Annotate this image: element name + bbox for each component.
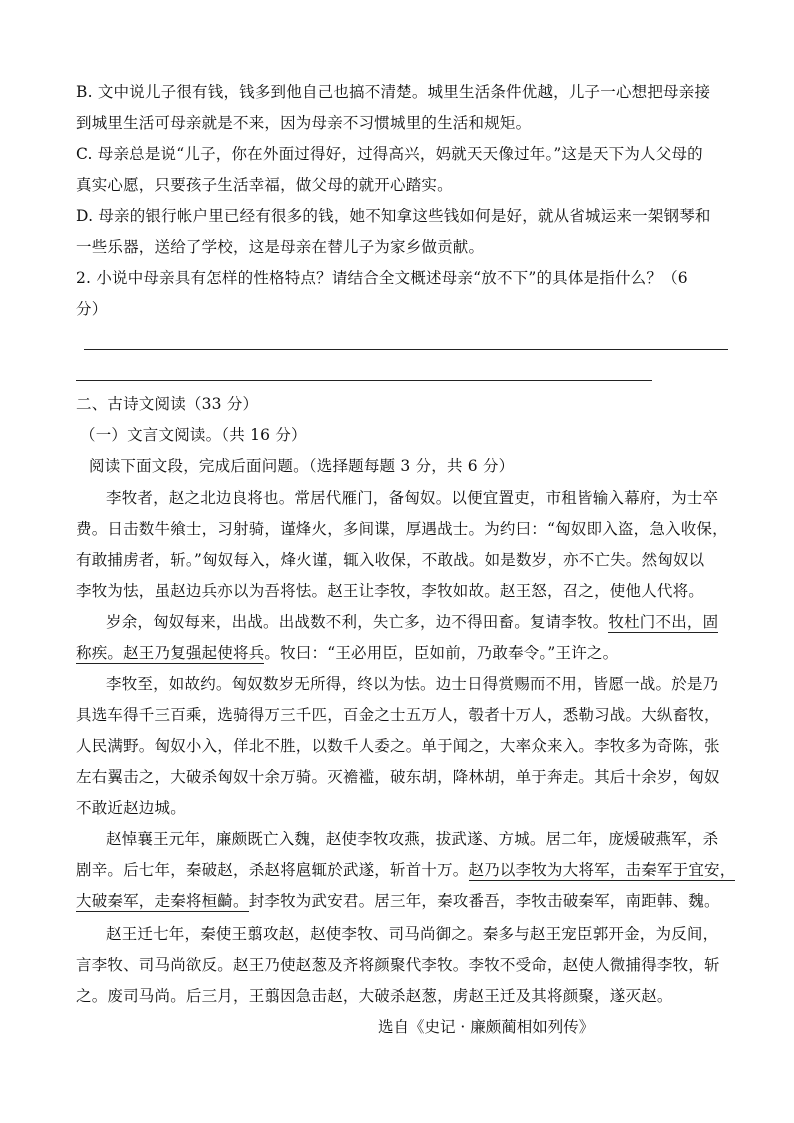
passage-source: 选自《史记 · 廉颇蔺相如列传》 (378, 1018, 595, 1036)
passage-p3-line-4: 左右翼击之，大破杀匈奴十余万骑。灭襜褴，破东胡，降林胡，单于奔走。其后十余岁，匈奴 (76, 768, 720, 786)
underlined-sentence-1a: 牧杜门不出，固 (608, 613, 719, 631)
passage-p2-line-2 (76, 643, 736, 663)
passage-p2-line-1 (106, 612, 766, 632)
passage-p4-line-2 (76, 860, 736, 880)
question-2-line-2: 分） (76, 300, 108, 318)
instruction-text: 阅读下面文段，完成后面问题。（选择题每题 3 分，共 6 分） (89, 457, 515, 475)
underlined-sentence-1b: 称疾。赵王乃复强起使将兵 (76, 644, 265, 662)
option-d-line-1: D. 母亲的银行帐户里已经有很多的钱，她不知拿这些钱如何是好，就从省城运来一架钢琴和 (76, 207, 711, 225)
option-d-line-2: 一些乐器，送给了学校，这是母亲在替儿子为家乡做贡献。 (76, 238, 485, 256)
option-b-line-2: 到城里生活可母亲就是不来，因为母亲不习惯城里的生活和规矩。 (76, 114, 532, 132)
passage-p1-line-3: 有敢捕虏者，斩。”匈奴每入，烽火谨，辄入收保，不敢战。如是数岁，亦不亡失。然匈奴以 (76, 551, 705, 569)
passage-p3-line-1: 李牧至，如故约。匈奴数岁无所得，终以为怯。边士日得赏赐而不用，皆愿一战。於是乃 (106, 675, 719, 693)
passage-p2-text-a: 岁余，匈奴每来，出战。出战数不利，失亡多，边不得田畜。复请李牧。 (106, 613, 609, 631)
answer-line-1 (84, 349, 728, 350)
passage-p4-text-b: 封李牧为武安君。居三年，秦攻番吾，李牧击破秦军，南距韩、魏。 (248, 892, 720, 910)
subsection-heading: （一）文言文阅读。（共 16 分） (80, 426, 307, 444)
passage-p3-line-3: 人民满野。匈奴小入，佯北不胜，以数千人委之。单于闻之，大率众来入。李牧多为奇陈，张 (76, 737, 720, 755)
passage-p3-line-5: 不敢近赵边城。 (76, 799, 186, 817)
passage-p1-line-1: 李牧者，赵之北边良将也。常居代雁门，备匈奴。以便宜置吏，市租皆输入幕府，为士卒 (106, 489, 719, 507)
passage-p5-line-2: 言李牧、司马尚欲反。赵王乃使赵葱及齐将颜聚代李牧。李牧不受命，赵使人微捕得李牧，斩 (76, 956, 720, 974)
passage-p4-text-a: 剧辛。后七年，秦破赵，杀赵将扈辄於武遂，斩首十万。 (76, 861, 469, 879)
question-2-line-1: 2. 小说中母亲具有怎样的性格特点？请结合全文概述母亲“放不下”的具体是指什么？（6 (76, 269, 688, 287)
answer-line-2 (76, 380, 652, 381)
passage-p4-line-3 (76, 891, 736, 911)
underlined-sentence-2b: 大破秦军，走秦将桓齮。 (76, 892, 249, 910)
underlined-sentence-2a: 赵乃以李牧为大将军，击秦军于宜安， (468, 861, 736, 879)
option-b-line-1: B. 文中说儿子很有钱，钱多到他自己也搞不清楚。城里生活条件优越，儿子一心想把母亲接 (76, 83, 711, 101)
passage-p3-line-2: 具选车得千三百乘，选骑得万三千匹，百金之士五万人，彀者十万人，悉勒习战。大纵畜牧， (76, 706, 720, 724)
option-c-line-1: C. 母亲总是说“儿子，你在外面过得好，过得高兴，妈就天天像过年。”这是天下为人父母的 (76, 145, 703, 163)
option-c-line-2: 真实心愿，只要孩子生活幸福，做父母的就开心踏实。 (76, 176, 453, 194)
passage-p4-line-1: 赵悼襄王元年，廉颇既亡入魏，赵使李牧攻燕，拔武遂、方城。居二年，庞煖破燕军，杀 (106, 830, 719, 848)
passage-p5-line-1: 赵王迁七年，秦使王翦攻赵，赵使李牧、司马尚御之。秦多与赵王宠臣郭开金，为反间， (106, 925, 719, 943)
passage-p1-line-2: 费。日击数牛飨士，习射骑，谨烽火，多间谍，厚遇战士。为约曰：“匈奴即入盗，急入收保， (76, 520, 728, 538)
passage-p1-line-4: 李牧为怯，虽赵边兵亦以为吾将怯。赵王让李牧，李牧如故。赵王怒，召之，使他人代将。 (76, 582, 705, 600)
section-heading: 二、古诗文阅读（33 分） (76, 395, 259, 413)
passage-p2-text-b: 。牧曰：“王必用臣，臣如前，乃敢奉令。”王许之。 (264, 644, 619, 662)
passage-p5-line-3: 之。废司马尚。后三月，王翦因急击赵，大破杀赵葱，虏赵王迁及其将颜聚，遂灭赵。 (76, 987, 673, 1005)
